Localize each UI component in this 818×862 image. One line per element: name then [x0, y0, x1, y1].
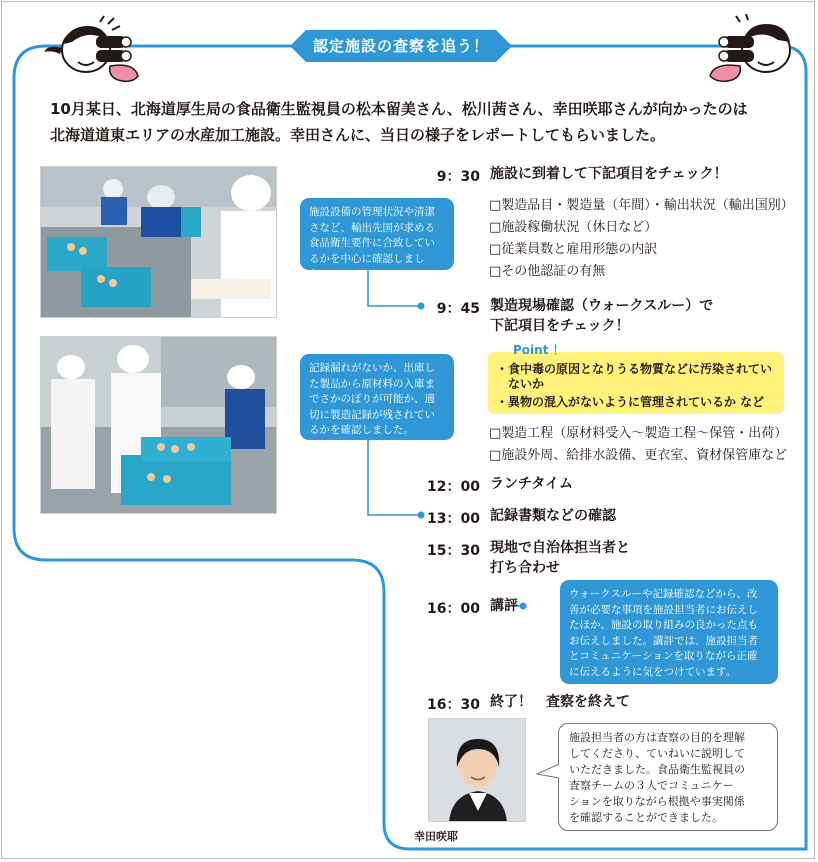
binocular-mascot-left-icon [38, 14, 148, 86]
point-item [496, 362, 772, 392]
checklist-item: □その他認証の有無 [489, 264, 606, 279]
checklist-item: □製造品目・製造量（年間）・輸出状況（輸出国別） [489, 198, 794, 213]
event-meeting-line: 打ち合わせ [490, 560, 560, 576]
section-title: 認定施設の査察を追う！ [312, 37, 489, 55]
event-review: 講評 [490, 598, 518, 614]
point-item-line: ないか [496, 377, 545, 391]
note-records-line: でさかのぼりが可能か、適 [309, 393, 435, 405]
note-review-line: お伝えしました。講評では、施設担当者 [569, 634, 758, 647]
speech-line: いただきました。食品衛生監視員の [569, 763, 745, 776]
time-1630: 16：30 [427, 697, 480, 713]
note-facility-line: 施設設備の管理状況や清潔 [309, 206, 435, 218]
time-1300: 13：00 [427, 511, 480, 527]
point-label: Point ！ [513, 343, 565, 357]
intro-line-2: 北海道道東エリアの水産加工施設。幸田さんに、当日の様子をレポートしてもらいました。 [50, 126, 666, 144]
note-facility-line: さなど、輸出先国が求める [309, 221, 435, 234]
note-review-line: 善が必要な事項を施設担当者にお伝えし [569, 603, 758, 616]
binocular-mascot-right-icon [700, 14, 810, 86]
speech-line: ションを取りながら根拠や事実関係 [569, 795, 745, 808]
event-walkthrough-line: 下記項目をチェック！ [490, 318, 630, 334]
speech-line: 施設担当者の方は査察の目的を理解 [569, 731, 745, 744]
event-lunch: ランチタイム [490, 476, 574, 492]
speech-bubble [558, 723, 778, 831]
time-1200: 12：00 [427, 479, 480, 495]
note-facility-line: 食品衛生要件に合致してい [309, 237, 435, 249]
speech-bubble-tail [536, 762, 560, 782]
time-0930: 9：30 [436, 169, 480, 185]
event-finish: 終了！ 査察を終えて [490, 694, 630, 710]
event-arrival: 施設に到着して下記項目をチェック！ [490, 166, 728, 182]
note-review-line: ウォークスルーや記録確認などから、改 [569, 588, 758, 600]
speech-line: してくださり、ていねいに説明して [569, 747, 745, 760]
note-review [560, 580, 778, 684]
note-records-line: た製品から原材料の入庫ま [309, 377, 435, 390]
intro-line-1: 10月某日、北海道厚生局の食品衛生監視員の松本留美さん、松川茜さん、幸田咲耶さんが向かったのは [50, 100, 748, 118]
event-meeting [490, 538, 630, 578]
portrait-caption: 幸田咲耶 [414, 830, 458, 843]
time-1600: 16：00 [427, 601, 480, 617]
event-meeting-line: 現地で自治体担当者と [490, 540, 630, 556]
note-review-line: とコミュニケーションを取りながら正確 [569, 650, 758, 662]
note-facility-line: るかを中心に確認しました。 [309, 252, 425, 280]
speech-line: 査察チームの３人でコミュニケー [569, 779, 734, 792]
checklist-item: □従業員数と雇用形態の内訳 [489, 242, 658, 257]
speech-line: を確認することができました。 [569, 811, 723, 824]
event-walkthrough-line: 製造現場確認（ウォークスルー）で [490, 298, 714, 314]
event-records: 記録書類などの確認 [490, 508, 616, 524]
time-0945: 9：45 [436, 301, 480, 317]
note-records [300, 354, 454, 440]
note-facility [300, 198, 454, 280]
photo-processing-room [40, 166, 277, 318]
time-1530: 15：30 [427, 543, 480, 559]
point-item-line: ・食中毒の原因となりうる物質などに汚染されてい [496, 362, 773, 376]
note-records-line: るかを確認しました。 [309, 424, 414, 436]
note-records-line: 切に製造記録が残されてい [309, 408, 435, 421]
checklist-item: □施設外周、給排水設備、更衣室、資材保管庫など [489, 448, 788, 463]
note-records-line: 記録漏れがないか、出庫し [309, 362, 435, 374]
intro-text [50, 96, 790, 148]
photo-koda [428, 718, 526, 822]
note-review-line: たほか、施設の取り組みの良かった点も [569, 619, 758, 631]
checklist-item: □施設稼働状況（休日など） [489, 220, 658, 235]
checklist-item: □製造工程（原材料受入～製造工程～保管・出荷） [489, 426, 788, 441]
event-walkthrough [490, 296, 713, 336]
photo-inspection [40, 336, 277, 514]
point-item: ・異物の混入がないように管理されているか など [496, 395, 765, 409]
note-review-line: に伝えるように気をつけています。 [569, 665, 737, 678]
